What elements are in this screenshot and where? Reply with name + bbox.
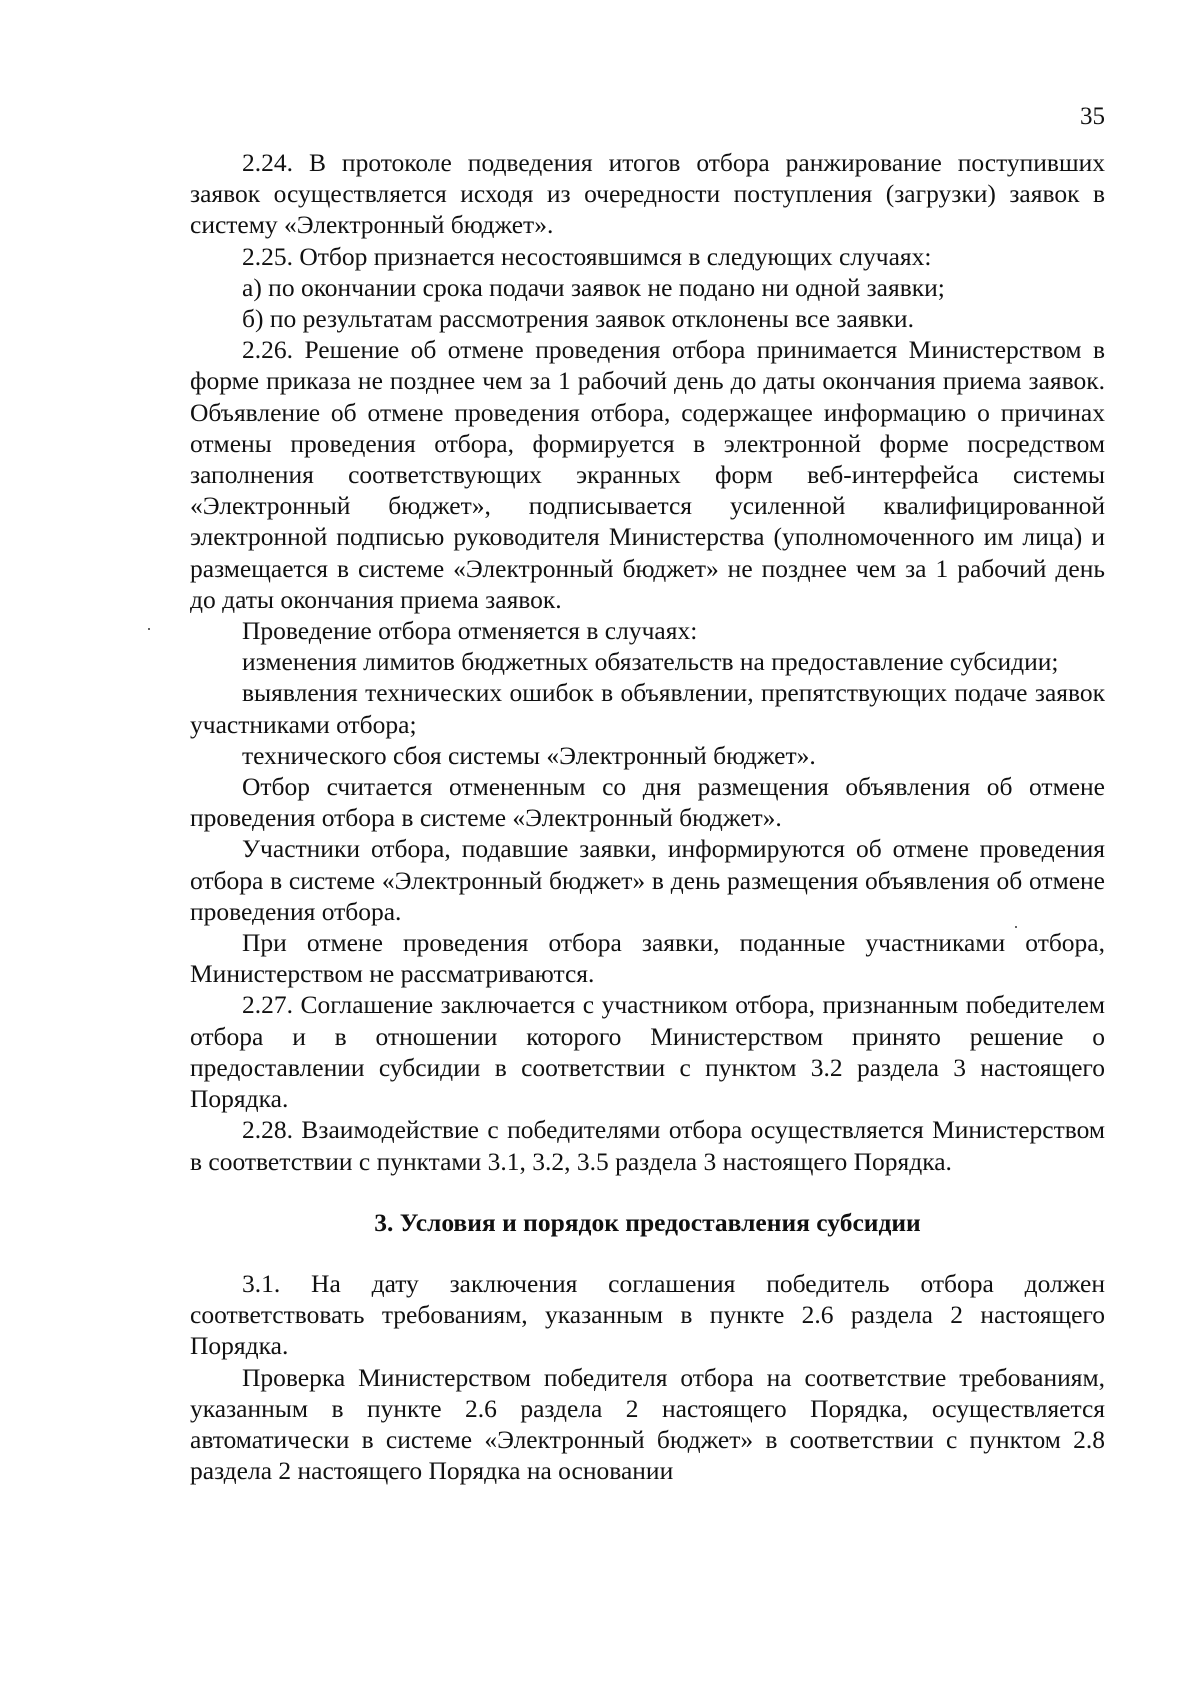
- list-item-system-failure: технического сбоя системы «Электронный бюджет».: [242, 740, 816, 770]
- paragraph-cancelled-date: Отбор считается отмененным со дня размещения объявления об отмене проведения отбора в системе «Электронный бюджет».: [190, 772, 1105, 833]
- paragraph-3-1: 3.1. На дату заключения соглашения победитель отбора должен соответствовать требованиям, указанным в пункте 2.6 раздела 2 настоящего Порядка.: [190, 1268, 1105, 1361]
- paragraph-participants-informed: Участники отбора, подавшие заявки, информируются об отмене проведения отбора в системе «Электронный бюджет» в день размещения объявления об отмене проведения отбора.: [190, 834, 1105, 926]
- paragraph-cancellation-cases: Проведение отбора отменяется в случаях:: [242, 616, 698, 646]
- paragraph-2-27: 2.27. Соглашение заключается с участником отбора, признанным победителем отбора и в отношении которого Министерством принято решение о предоставлении субсидии в соответствии с пунктом 3.2 раздела 3 настоящего Порядка.: [190, 990, 1105, 1114]
- page-number: 35: [1080, 103, 1105, 130]
- paragraph-2-24: 2.24. В протоколе подведения итогов отбора ранжирование поступивших заявок осуществляется исходя из очередности поступления (загрузки) заявок в систему «Электронный бюджет».: [190, 148, 1105, 240]
- paragraph-2-28: 2.28. Взаимодействие с победителями отбора осуществляется Министерством в соответствии с пунктами 3.1, 3.2, 3.5 раздела 3 настоящего Порядка.: [190, 1115, 1105, 1176]
- paragraph-applications-not-reviewed: При отмене проведения отбора заявки, поданные участниками отбора, Министерством не рассматриваются.: [190, 928, 1105, 989]
- section-heading: 3. Условия и порядок предоставления субсидии: [374, 1207, 921, 1237]
- list-item-a: а) по окончании срока подачи заявок не подано ни одной заявки;: [242, 272, 945, 302]
- paragraph-2-25: 2.25. Отбор признается несостоявшимся в следующих случаях:: [242, 241, 932, 271]
- list-item-limits-change: изменения лимитов бюджетных обязательств на предоставление субсидии;: [242, 647, 1059, 677]
- paragraph-2-26: 2.26. Решение об отмене проведения отбора принимается Министерством в форме приказа не позднее чем за 1 рабочий день до даты окончания приема заявок. Объявление об отмене проведения отбора, содержащее информацию о причинах отмены проведения отбора, формируется в электронной форме посредством заполнения соответствующих экранных форм веб-интерфейса системы «Электронный бюджет», подписывается усиленной квалифицированной электронной подписью руководителя Министерства (уполномоченного им лица) и размещается в системе «Электронный бюджет» не позднее чем за 1 рабочий день до даты окончания приема заявок.: [190, 335, 1105, 614]
- paragraph-verification: Проверка Министерством победителя отбора на соответствие требованиям, указанным в пункте 2.6 раздела 2 настоящего Порядка, осуществляется автоматически в системе «Электронный бюджет» в соответствии с пунктом 2.8 раздела 2 настоящего Порядка на основании: [190, 1362, 1105, 1486]
- list-item-technical-errors: выявления технических ошибок в объявлении, препятствующих подаче заявок участниками отбора;: [190, 678, 1105, 739]
- document-body: [190, 147, 1105, 1486]
- scan-speck: [1015, 926, 1017, 928]
- scan-speck: [148, 628, 150, 630]
- list-item-b: б) по результатам рассмотрения заявок отклонены все заявки.: [242, 304, 914, 334]
